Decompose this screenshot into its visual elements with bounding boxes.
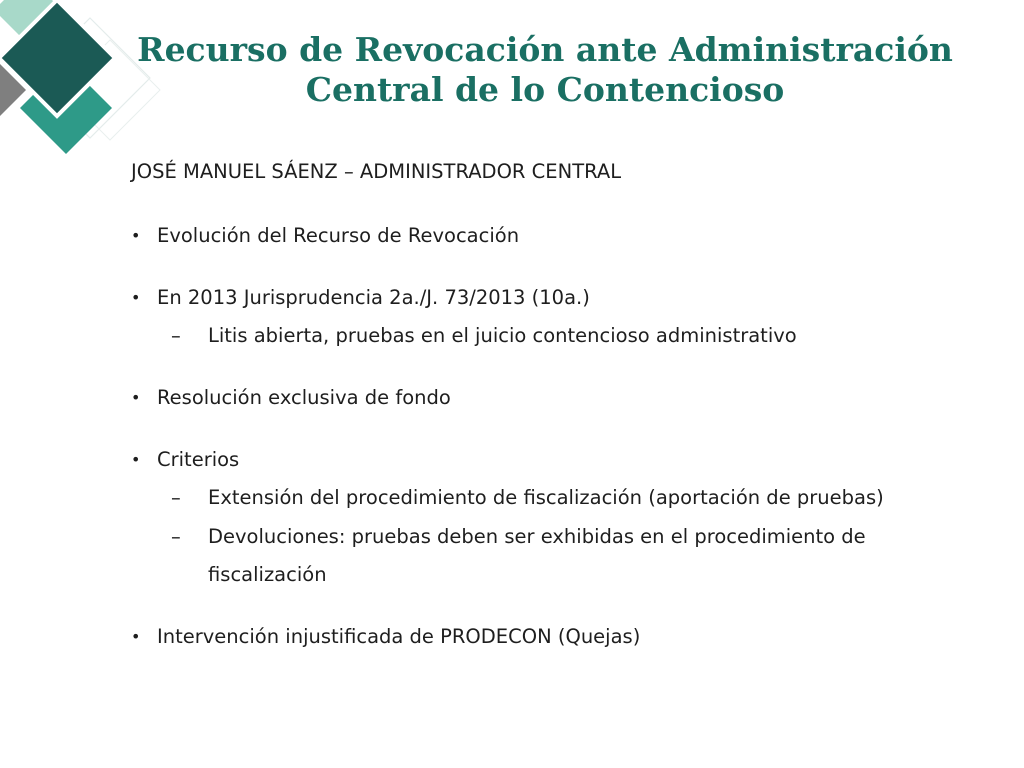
slide-title — [120, 30, 970, 110]
title-line-2: Central de lo Contencioso — [305, 70, 785, 109]
sub-text-continuation: fiscalización — [208, 563, 327, 586]
bullet-text: Resolución exclusiva de fondo — [157, 386, 451, 409]
bullet-marker: • — [131, 288, 141, 307]
sub-text: Extensión del procedimiento de fiscalización (aportación de pruebas) — [208, 486, 884, 509]
bullet-marker: • — [131, 450, 141, 469]
sub-text: Devoluciones: pruebas deben ser exhibidas en el procedimiento de — [208, 525, 866, 548]
bullet-marker: • — [131, 388, 141, 407]
bullet-marker: • — [131, 627, 141, 646]
sub-marker: – — [171, 486, 181, 509]
sub-text: Litis abierta, pruebas en el juicio contencioso administrativo — [208, 324, 797, 347]
bullet-text: Evolución del Recurso de Revocación — [157, 224, 520, 247]
presenter-heading: JOSÉ MANUEL SÁENZ – ADMINISTRADOR CENTRAL — [131, 160, 622, 183]
sub-marker: – — [171, 525, 181, 548]
bullet-marker: • — [131, 226, 141, 245]
bullet-text: Criterios — [157, 448, 240, 471]
bullet-text: En 2013 Jurisprudencia 2a./J. 73/2013 (10a.) — [157, 286, 590, 309]
title-line-1: Recurso de Revocación ante Administración — [137, 30, 953, 69]
sub-marker: – — [171, 324, 181, 347]
bullet-text: Intervención injustificada de PRODECON (Quejas) — [157, 625, 641, 648]
